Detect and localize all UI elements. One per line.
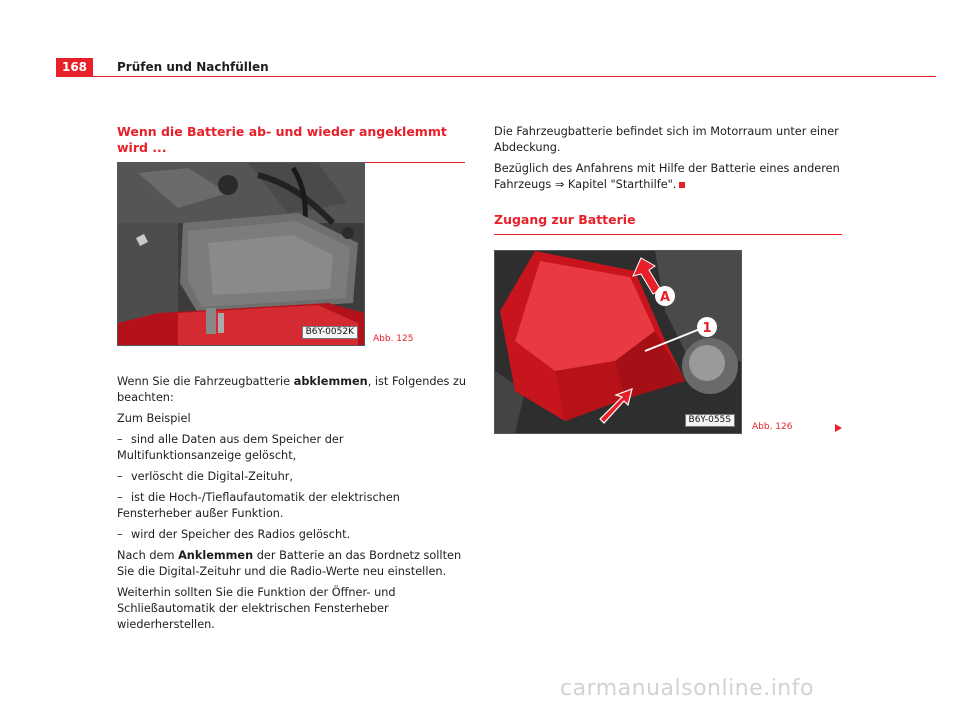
watermark: carmanualsonline.info — [560, 676, 814, 701]
header-rule — [56, 76, 936, 77]
list-item: – wird der Speicher des Radios gelöscht. — [117, 528, 351, 541]
continue-arrow-icon — [835, 424, 842, 432]
running-header: Prüfen und Nachfüllen — [117, 60, 269, 74]
section-heading-battery-access: Zugang zur Batterie — [494, 212, 842, 235]
right-body-text — [494, 124, 842, 198]
callout-1: 1 — [702, 321, 712, 336]
page-number: 168 — [56, 58, 93, 77]
list-item: – verlöscht die Digital-Zeituhr, — [117, 470, 293, 483]
jump-start-paragraph: Bezüglich des Anfahrens mit Hilfe der Batterie eines anderen Fahrzeugs ⇒ Kapitel "Starthilfe". — [494, 162, 840, 191]
left-body-text — [117, 374, 469, 638]
figure-code-126: B6Y-055S — [685, 414, 735, 427]
figure-caption-126: Abb. 126 — [752, 422, 793, 432]
callout-a: A — [659, 290, 671, 305]
figure-caption-125: Abb. 125 — [373, 334, 414, 344]
figure-engine-compartment — [117, 162, 365, 346]
figure-code-125: B6Y-0052K — [302, 326, 358, 339]
example-label: Zum Beispiel — [117, 412, 191, 425]
list-item: – sind alle Daten aus dem Speicher der Multifunktionsanzeige gelöscht, — [117, 433, 344, 462]
end-of-section-icon — [679, 182, 685, 188]
intro-paragraph: Wenn Sie die Fahrzeugbatterie abklemmen, ist Folgendes zu beachten: — [117, 375, 467, 404]
reconnect-paragraph: Nach dem Anklemmen der Batterie an das Bordnetz sollten Sie die Digital-Zeituhr und die Radio-Werte neu einstellen. — [117, 549, 462, 578]
list-item: – ist die Hoch-/Tieflaufautomatik der elektrischen Fensterheber außer Funktion. — [117, 491, 400, 520]
final-paragraph: Weiterhin sollten Sie die Funktion der Öffner- und Schließautomatik der elektrischen Fensterheber wiederherstellen. — [117, 586, 396, 631]
section-heading-battery-disconnect: Wenn die Batterie ab- und wieder angeklemmt wird ... — [117, 124, 465, 163]
battery-cover-photo — [495, 251, 741, 433]
battery-location-paragraph: Die Fahrzeugbatterie befindet sich im Motorraum unter einer Abdeckung. — [494, 125, 839, 154]
engine-photo — [118, 163, 364, 345]
figure-battery-cover — [494, 250, 742, 434]
